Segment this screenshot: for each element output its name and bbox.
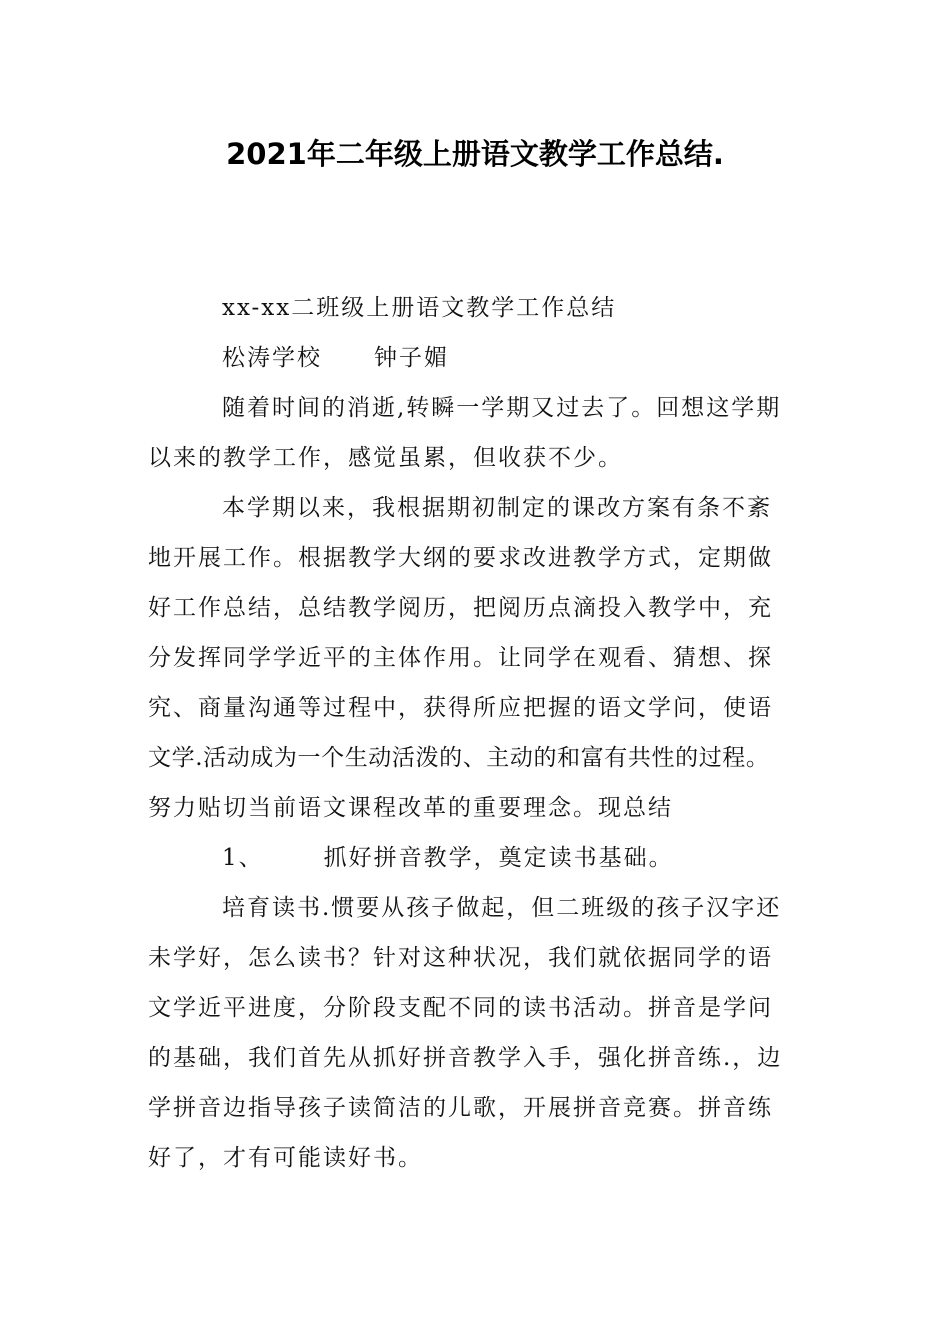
paragraph-line: 地开展工作。根据教学大纲的要求改进教学方式，定期做 xyxy=(148,545,773,571)
byline xyxy=(222,343,449,373)
paragraph-line: 究、商量沟通等过程中，获得所应把握的语文学问，使语 xyxy=(148,695,773,721)
paragraph-line: 好了，才有可能读好书。 xyxy=(148,1145,423,1171)
subtitle: xx-xx二班级上册语文教学工作总结 xyxy=(222,295,617,321)
section-heading xyxy=(222,843,674,873)
paragraph-line: 未学好，怎么读书？针对这种状况，我们就依据同学的语 xyxy=(148,945,773,971)
school-name: 松涛学校 xyxy=(222,345,322,371)
paragraph-line: 随着时间的消逝,转瞬一学期又过去了。回想这学期 xyxy=(222,395,782,421)
paragraph-line: 好工作总结，总结教学阅历，把阅历点滴投入教学中，充 xyxy=(148,595,773,621)
document-title: 2021年二年级上册语文教学工作总结. xyxy=(226,137,724,171)
section-number: 1、 xyxy=(222,845,264,871)
paragraph-line: 文学.活动成为一个生动活泼的、主动的和富有共性的过程。 xyxy=(148,745,770,771)
section-title: 抓好拼音教学，奠定读书基础。 xyxy=(323,845,674,871)
paragraph-line: 分发挥同学学近平的主体作用。让同学在观看、猜想、探 xyxy=(148,645,773,671)
paragraph-line: 的基础，我们首先从抓好拼音教学入手，强化拼音练.，边 xyxy=(148,1045,783,1071)
paragraph-line: 学拼音边指导孩子读简洁的儿歌，开展拼音竞赛。拼音练 xyxy=(148,1095,773,1121)
paragraph-line: 本学期以来，我根据期初制定的课改方案有条不紊 xyxy=(222,495,772,521)
author-name: 钟子媚 xyxy=(374,345,449,371)
paragraph-line: 努力贴切当前语文课程改革的重要理念。现总结 xyxy=(148,795,673,821)
paragraph-line: 以来的教学工作，感觉虽累，但收获不少。 xyxy=(148,445,623,471)
paragraph-line: 培育读书.惯要从孩子做起，但二班级的孩子汉字还 xyxy=(222,895,782,921)
paragraph-line: 文学近平进度，分阶段支配不同的读书活动。拼音是学问 xyxy=(148,995,773,1021)
